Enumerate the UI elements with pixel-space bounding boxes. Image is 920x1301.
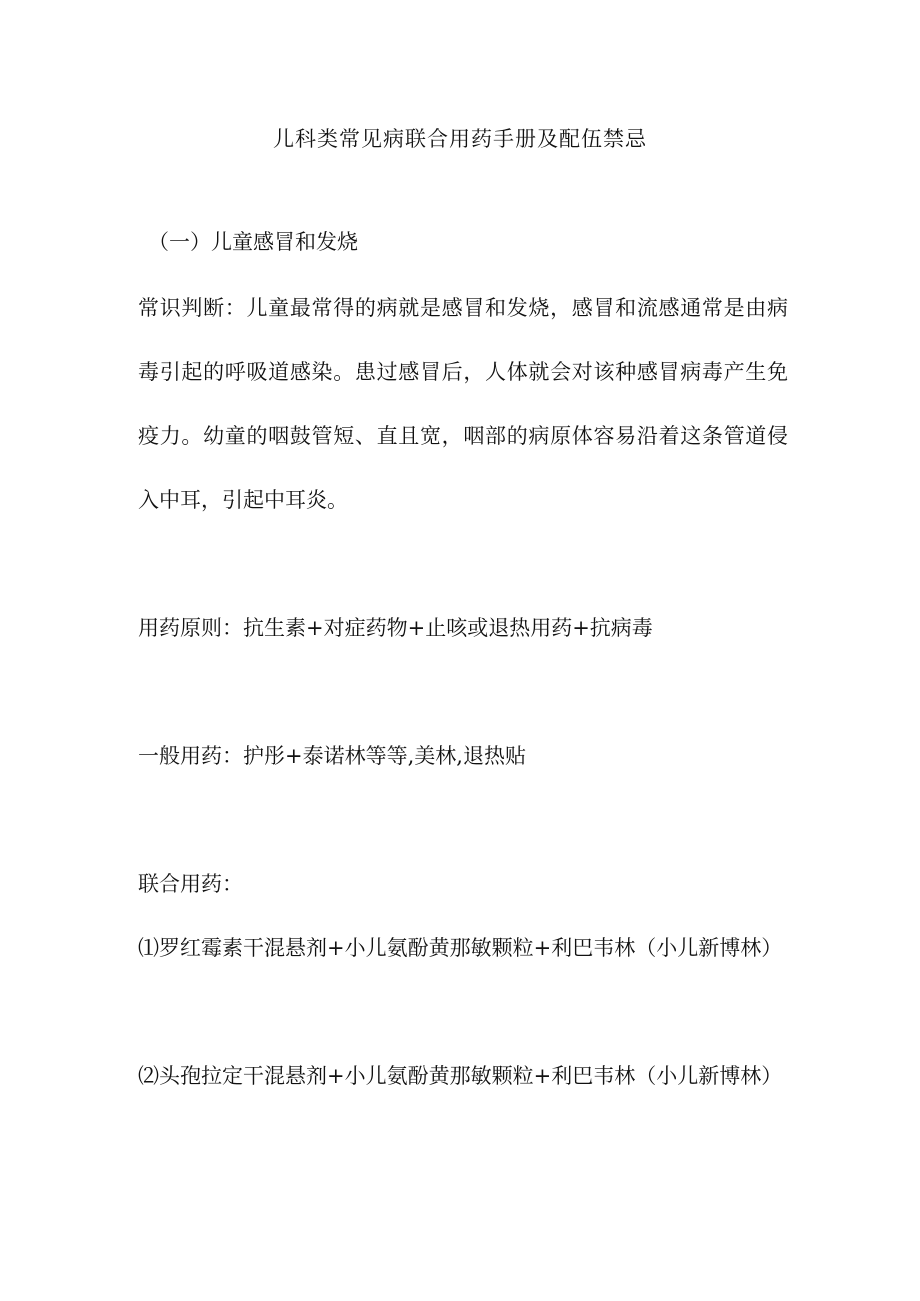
intro-paragraph: 常识判断：儿童最常得的病就是感冒和发烧，感冒和流感通常是由病毒引起的呼吸道感染。患过感冒后，人体就会对该种感冒病毒产生免疫力。幼童的咽鼓管短、直且宽，咽部的病原体容易沿着这条管道侵入中耳，引起中耳炎。 <box>138 296 788 512</box>
general-medication: 一般用药：护彤+泰诺林等等,美林,退热贴 <box>138 744 526 768</box>
combination-label: 联合用药： <box>138 872 243 896</box>
medication-principle: 用药原则：抗生素+对症药物+止咳或退热用药+抗病毒 <box>138 616 653 640</box>
combination-item: ⑴罗红霉素干混悬剂+小儿氨酚黄那敏颗粒+利巴韦林（小儿新博林） <box>138 936 783 960</box>
combination-item: ⑵头孢拉定干混悬剂+小儿氨酚黄那敏颗粒+利巴韦林（小儿新博林） <box>138 1064 783 1088</box>
document-title: 儿科类常见病联合用药手册及配伍禁忌 <box>273 127 647 151</box>
section-heading: （一）儿童感冒和发烧 <box>148 230 358 254</box>
